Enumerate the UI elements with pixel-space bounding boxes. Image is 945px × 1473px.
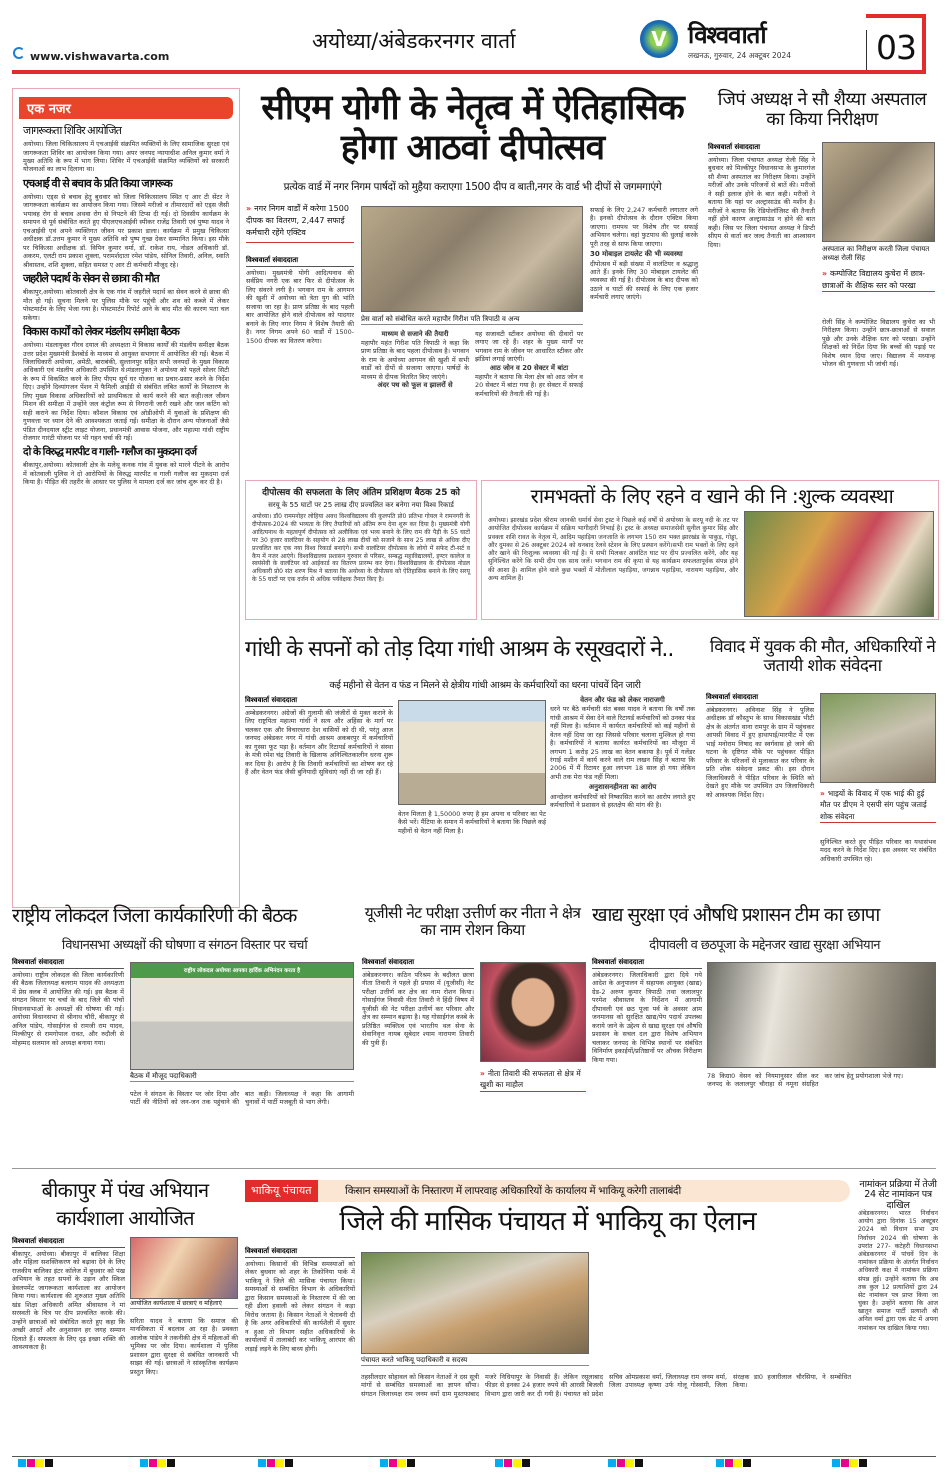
- bikapur-photo-caption: आयोजित कार्यशाला में छात्राएं व महिलाएं: [130, 1300, 238, 1309]
- gandhi-col-3: वेतन और फंड को लेकर नाराजगी धरने पर बैठे कर्मचारी संत बक्स यादव ने बताया कि वर्षों तक गांधी आश्रम में सेवा देने वाले रिटायर्ड कर्मचारियों को उनका फंड नहीं मिला है। वर्तमान में कार्यरत कर्मचारियों को कई महीनों से वेतन नहीं दिया जा रहा जिससे परिवार चलाना मुश्किल हो गया है। कर्मचारियों ने बताया कार्यरत कर्मचारियों का मौजूदा में लगभग 1 करोड़ 25 लाख का वेतन बकाया है। पूर्व में गलेंडर रंगाई मशीन में कार्य करने वाले राम लखन सिंह ने बताया कि 2006 में मैं रिटायर हुआ लगभग 18 साल हो गया लेकिन अभी तक मेरा फंड नहीं मिला। अनुशासनहीनता का आरोप आन्दोलन कर्मचारियों को निष्कासित करने का आरोप लगाते हुए कर्मचारियों ने प्रशासन से हस्तक्षेप की मांग की है।: [550, 696, 695, 809]
- lead-col-4: सफाई के लिए 2,247 कर्मचारी लगातार लगे है। इनको दीपोत्सव के दौरान एक्टिव किया जाएगा। रामपथ पर विशेष तौर पर सफाई अभियान चलेगा। वहां फुटपाथ की धुलाई करके पूरी तरह से साफ किया जाएगा। 30 मोबाइल टायलेट की भी व्यवस्था दीपोत्सव में बड़ी संख्या में वालंटियर व श्रद्धालु आते हैं। इनके लिए 30 मोबाइल टायलेट की व्यवस्था की गई है। दीपोत्सव के बाद दीपक को उठाने व घाटों की सफाई के लिए एक हजार कर्मचारी लगाए जाएंगे।: [590, 206, 698, 302]
- lokdal-subhead: विधानसभा अध्यक्षों की घोषणा व संगठन विस्तार पर चर्चा: [61, 938, 308, 953]
- website-url: www.vishwavarta.com: [30, 50, 170, 63]
- bikapur-col-1: विश्ववार्ता संवाददाता बीकापुर, अयोध्या। बीकापुर में बालिका शिक्षा और महिला सशक्तिकरण को बढ़ावा देने के लिए राजकीय बालिका इंटर कॉलेज में बुधवार को पंख अभियान के तहत सपनों के उड़ान और स्किल डेवलपमेंट जागरूकता कार्यशाला का आयोजन किया गया। कार्यशाला की शुरुआत मुख्य अतिथि खंड शिक्षा अधिकारी अमित श्रीवास्तव ने मां सरस्वती के चित्र पर दीप प्रज्वलित करके की। उन्होंने छात्राओं को संबोधित करते हुए कहा कि अच्छी आदतें और अनुशासन हर जगह सम्मान दिलाते हैं। सफलता के लिए दृढ़ इच्छा शक्ति की आवश्यकता है।: [12, 1237, 125, 1351]
- hospital-photo-caption: अस्पताल का निरीक्षण करती जिला पंचायत अध्यक्ष रोली सिंह: [822, 245, 930, 263]
- header-rule: [12, 70, 926, 74]
- vivad-pull-quote: » भाइयों के विवाद में एक भाई की हुई मौत पर डीएम ने एसपी संग पहुंच जताई शोक संवेदना: [820, 788, 936, 823]
- color-registration-marks: [832, 1459, 867, 1467]
- neeta-headline: यूजीसी नेट परीक्षा उत्तीर्ण कर नीता ने क्षेत्र का नाम रोशन किया: [364, 904, 581, 940]
- gandhi-col-2: वेतन मिलता है 1,50000 रुपए है हम अपना व परिवार का पेट कैसे भरें। मैंटिया के समान में कर्मचारियों ने बताया कि पिछले कई महीनों से वेतन नहीं मिला है।: [398, 810, 546, 835]
- page-number-box: [866, 14, 926, 72]
- lead-col-1: विश्ववार्ता संवाददाता अयोध्या। मुख्यमंत्री योगी आदित्यनाथ की सर्वप्रिय नगरी एक बार फिर से दीपोत्सव के लिए संवरने लगी है। भगवान राम के आगमन की खुशी में अयोध्या को त्रेता युग की भांति सजाया जा रहा है। प्राण प्रतिष्ठा के बाद पहली बार आयोजित होने वाले दीपोत्सव को यादगार बनाने के लिए नगर निगम ने विशेष तैयारी की है। नगर निगम अपने 60 वार्डों में 1500-1500 दीपक का वितरण करेगा।: [246, 256, 354, 345]
- dateline: लखनऊ, गुरुवार, 24 अक्टूबर 2024: [688, 51, 792, 60]
- lokdal-photo-caption: बैठक में मौजूद पदाधिकारी: [130, 1072, 354, 1082]
- lokdal-col-2: पटेल ने संगठन के विस्तार पर जोर दिया और पार्टी की नीतियों को जन-जन तक पहुंचाने की बात कही। जिलाध्यक्ष ने कहा कि आगामी चुनावों में पार्टी मजबूती से भाग लेगी।: [130, 1090, 354, 1107]
- food-subhead: दीपावली व छठपूजा के मद्देनजर खाद्य सुरक्षा अभियान: [649, 938, 880, 953]
- ek-nazar-box: [12, 88, 240, 908]
- item-title: दो के विरुद्ध मारपीट व गाली- गलौज का मुकदमा दर्ज: [23, 445, 197, 458]
- chevron-icon: »: [246, 204, 252, 213]
- press-conference-photo: [361, 206, 583, 312]
- food-headline: खाद्य सुरक्षा एवं औषधि प्रशासन टीम का छापा: [592, 904, 880, 926]
- item-title: विकास कार्यों को लेकर मंडलीय समीक्षा बैठक: [23, 324, 179, 338]
- ek-nazar-item: दो के विरुद्ध मारपीट व गाली- गलौज का मुकदमा दर्ज बीकापुर,अयोध्या। कोतवाली क्षेत्र के मलेथू कनक गांव में युवक को मारने पीटने के आरोप में कोतवाली पुलिस ने दो आरोपियों के विरुद्ध मारपीट व गाली गलौज का मुकदमा दर्ज किया है। पीड़ित की तहरीर के आधार पर पुलिस ने मामला दर्ज कर जांच शुरू कर दी है।: [23, 445, 229, 486]
- item-title: जागरूकता शिविर आयोजित: [23, 124, 121, 137]
- chevron-icon: »: [480, 1069, 485, 1078]
- rambhakt-box: [481, 480, 939, 620]
- browser-icon: [13, 47, 25, 59]
- brand-name: विश्ववार्ता: [688, 21, 766, 49]
- lokdal-headline: राष्ट्रीय लोकदल जिला कार्यकारिणी की बैठक: [12, 904, 297, 927]
- page-number: 03: [876, 28, 916, 67]
- bku-panchayat-photo: [361, 1252, 589, 1354]
- training-subhead: सरयू के 55 घाटों पर 25 लाख दीए प्रज्वलित कर बनेगा नया विश्व रिकार्ड: [268, 501, 454, 509]
- gandhi-subhead: कई महीनो से वेतन व फंड न मिलने से क्षेत्रीय गांधी आश्रम के कर्मचारियों का धरना पांचवें दिन जारी: [329, 680, 641, 691]
- section-title: अयोध्या/अंबेडकरनगर वार्ता: [312, 29, 516, 53]
- color-registration-marks: [380, 1459, 415, 1467]
- ek-nazar-item: एचआई वी से बचाव के प्रति किया जागरूक अयोध्या। एड्स से बचाव हेतु बुधवार को जिला चिकित्सालय स्थित ए आर टी सेंटर ने जागरूकता कार्यक्रम का आयोजन किया गया। जिसमे मरीजो व तीमारदारों को एड्स जैसी भयावह रोग से बचाव अथवा रोग से निपटने की टिप्स दी गई। दो दिवसीय कार्यक्रम के समापन से पूर्व संबोधित करते हुए पीएलएचआईवी स्पीकर राजेंद्र तिवारी एवं पुष्पा यादव ने एचआईवी एवं अपने व्यक्तिगत जीवन पर प्रकाश डाला। कार्यक्रम में प्रमुख चिकित्सा अधीक्षक डॉ.उत्तम कुमार ने मुख्य अतिथि को पुष्प गुच्छ देकर सम्मानित किया। इस मौके पर चिकित्सा अधीक्षक डॉ. विपिन कुमार वर्मा, डॉ. राकेश राय, नोडल अधिकारी डॉ. अकरम, एलटी राम प्रकाश शुक्ला, परामर्शदाता रमेश पांडेय, सोनिल तिवारी, अनिल, स्वाति श्रीवास्तव, शशि शुक्ला, सहित समस्त ए आर टी कर्मचारी मौजूद रहे।: [23, 176, 229, 269]
- bku-kicker-bar: [245, 1180, 850, 1202]
- gandhi-col-1: विश्ववार्ता संवाददाता अम्बेडकरनगर। अंग्रेजों की गुलामी की जंजीरों से मुक्त कराने के लिए राष्ट्रपिता महात्मा गांधी ने सत्य और अहिंसा के मार्ग पर चलकर एक और विचारधारा देश वासियों को दी थी, परंतु आज जनपद अंबेडकर नगर में गांधी आश्रम अकबरपुर में कर्मचारियों का गुस्सा फूट पड़ा है। वर्तमान और रिटायर्ड कर्मचारियों ने संस्था के मंत्री रमेश चंद्र तिवारी के खिलाफ अनिश्चितकालीन धरना शुरू कर दिया है। आरोप है कि तिवारी कर्मचारियों का शोषण कर रहे हैं और वेतन फंड जैसी बुनियादी सुविधाएं नहीं दी जा रही हैं।: [245, 696, 393, 777]
- vivad-photo: [820, 693, 936, 783]
- vivad-col-2: सुनिश्चित करते हुए पीड़ित परिवार का यथासंभव मदद करने के निर्देश दिए। इस अवसर पर संबंधित अधिकारी उपस्थित रहे।: [820, 838, 936, 863]
- vivad-col-1: विश्ववार्ता संवाददाता अंबेडकरनगर। अविनाश सिंह ने पुलिस अधीक्षक डॉ कौस्तुभ के साथ विकासखंड भीटी क्षेत्र के अंतर्गत थाना रामपुर के ग्राम में पहुंचकर आपसी विवाद में हुए हाथापाई/मारपीट में एक भाई मनोराम निषाद का स्वर्गवास हो जाने की घटना के दृष्टिगत मौके पर पहुंचकर पीड़ित परिवार के परिजनों से मुलाकात कर परिवार के प्रति शोक संवेदना प्रकट की। इस दौरान जिलाधिकारी ने पीड़ित परिवार के स्थिति को देखते हुए मौके पर उपस्थित उप जिलाधिकारी को आवश्यक निर्देश दिए।: [706, 693, 814, 799]
- chevron-icon: »: [822, 269, 828, 278]
- rambhakt-photo: [744, 511, 934, 617]
- bku-col-2: तहसीलदार सोहावल को किसान नेताओं ने दस सूत्री मांगों से सम्बंधित समस्याओं का ज्ञापन सौंपा। संगठन जिलाध्यक्ष राम जनम वर्मा ग्राम मुस्तफाबाद मजरे निधियापुर के निवासी हैं। लेकिन रसूलाबाद फीडर से इनका 24 हजार रुपये की आरसी बिजली विभाग द्वारा जारी कर दी गयी है। पंचायत को प्रदेश सचिव ओमप्रकाश वर्मा, जिलाध्यक्ष राम जनम वर्मा, जिला उपाध्यक्ष कृष्णा उर्फ गोलू गोस्वामी, जिला संरक्षक डा0 हजारीलाल चौरसिया, ने सम्बोधित किया।: [361, 1373, 851, 1398]
- color-registration-marks: [495, 1459, 530, 1467]
- lokdal-col-1: विश्ववार्ता संवाददाता अयोध्या। राष्ट्रीय लोकदल की जिला कार्यकारिणी की बैठक जिलाध्यक्ष बलराम यादव की अध्यक्षता में प्रेस क्लब में आयोजित की गई। इस बैठक में संगठन विस्तार पर चर्चा के बाद जिले की पांचों विधानसभाओं के अध्यक्षों की घोषणा की गई। अयोध्या विधानसभा से श्रीनाथ चौरी, बीकापुर से अनिल पांडेय, गोसाईगंज से रामजी राम यादव, मिल्कीपुर से रामगोपाल रावत, और रुदौली से मोहम्मद सलमान को अध्यक्ष बनाया गया।: [12, 958, 124, 1047]
- ek-nazar-item: जागरूकता शिविर आयोजित अयोध्या। जिला चिकित्सालय में एचआईवी संक्रमित व्यक्तियों के लिए सामाजिक सुरक्षा एवं जागरूकता शिविर का आयोजन किया गया। अपर जनपद न्यायाधीश अनिल कुमार वर्मा ने मुख्य अतिथि के रूप में भाग लिया। शिविर में एचआईवी संक्रमित व्यक्तियों को सरकारी योजनाओं का लाभ दिलाना था।: [23, 124, 229, 174]
- rambhakt-body: अयोध्या। झारखंड प्रदेश श्रीराम जानकी धर्मार्थ सेवा ट्रस्ट ने पिछले कई वर्षों से अयोध्या के सरयू नदी के तट पर आयोजित दीपोत्सव कार्यक्रम में सक्रिय भागीदारी निभाई है। ट्रस्ट के अध्यक्ष समाजसेवी सुनील कुमार सिंह और प्रवक्ता शशि रावत के नेतृत्व में, आदिम पहाड़िया जनजाति के लगभग 150 राम भक्त झारखंड के पाकुड़, गोड्डा, और दुमका से 26 अक्टूबर 2024 को धनबाद रेलवे स्टेशन के लिए प्रस्थान करेंगे।सभी राम भक्तों के लिए रहने और खाने की निःशुल्क व्यवस्था की गई है। ये सभी मिलकर आवंटित घाट पर दीप प्रज्वलित करेंगे, और यह सुनिश्चित करेंगे कि सभी दीप एक साथ जलें। भगवान राम की कृपा से यह कार्यक्रम सफलतापूर्वक संपन्न होने की आशा है। शामिल होने वाले कुछ भक्तों में मोतीलाल पहाड़िया, जगन्नाथ पहाड़िया, नारायण पहाड़िया, और अन्य शामिल हैं।: [488, 517, 738, 583]
- ek-nazar-label: एक नजर: [19, 97, 233, 119]
- bku-tag: भाकियू पंचायत: [245, 1180, 318, 1202]
- ek-nazar-item: जहरीले पदार्थ के सेवन से छात्रा की मौत बीकापुर,अयोध्या। कोतवाली क्षेत्र के एक गांव में जहरीले पदार्थ का सेवन करने से छात्रा की मौत हो गई। सूचना मिलने पर पुलिस मौके पर पहुंची और शव को कब्जे में लेकर पोस्टमार्टम के लिए भेजा गया है। पोस्टमार्टम रिपोर्ट आने के बाद मौत की कारण पता चल सकेगा।: [23, 272, 229, 322]
- rambhakt-headline: रामभक्तों के लिए रहने व खाने की नि :शुल्क व्यवस्था: [530, 484, 894, 508]
- hospital-col-2: रोली सिंह ने कम्पोजिट विद्यालय कुचेरा का भी निरीक्षण किया। उन्होंने छात्र-छात्राओं से सवाल पूछे और उनके शैक्षिक स्तर को परखा। उन्होंने शिक्षकों को निर्देश दिया कि बच्चों की पढ़ाई पर विशेष ध्यान दिया जाए। विद्यालय में मध्यान्ह भोजन की गुणवत्ता भी जांची गई।: [822, 318, 935, 369]
- food-col-1: विश्ववार्ता संवाददाता अंबेडकरनगर। जिलाधिकारी द्वारा दिये गये आदेश के अनुपालन में सहायक आयुक्त (खाद्य) ग्रेड-2 अरुण कुमार त्रिपाठी तथा जलालपुर परमेश श्रीवास्तव के निर्देशन में आगामी दीपावली एवं छठ पूजा पर्व के अवसर आम जनमानस को सुरक्षित खाद्य/पेय पदार्थ उपलब्ध कराये जाने के उद्देश्य से खाद्य सुरक्षा एवं औषधि प्रशासन के सचल दल द्वारा विशेष अभियान चलाकर जनपद के विभिन्न स्थानों पर संबंधित विनिर्माण इकाईयों/प्रतिष्ठानों पर औचक निरीक्षण किया गया।: [592, 958, 702, 1064]
- bku-headline: जिले की मासिक पंचायत में भाकियू का ऐलान: [339, 1206, 756, 1237]
- lokdal-meeting-photo: [130, 962, 354, 1070]
- lead-subhead: प्रत्येक वार्ड में नगर निगम पार्षदों को मुहैया कराएगा 1500 दीप व बाती,नगर के वार्ड भी दीपों से जगमगाएंगे: [283, 181, 662, 193]
- lead-photo-caption: प्रेस वार्ता को संबोधित करते महापौर गिरीश पति त्रिपाठी व अन्य: [361, 315, 583, 325]
- bku-col-1: विश्ववार्ता संवाददाता अयोध्या। किसानों की विभिन्न समस्याओं को लेकर बुधवार को शहर के तिकोनिया पार्क में भाकियू ने जिले की मासिक पंचायत किया। समस्याओं से सम्बंधित विभाग के अधिकारियों द्वारा किसान समस्याओं के निस्तारण में की जा रही ढीला हवाली को लेकर संगठन ने कड़ा विरोध जताया है। किसान नेताओं ने चेतावनी दी है कि अगर अधिकारियों की कार्यशैली में सुधार न हुआ तो विभाग सहीत अधिकारियों के कार्यालयों में तालाबंदी कर भाकियू आरपार की लड़ाई लड़ने के लिए बाध्य होगी।: [245, 1247, 355, 1353]
- item-title: एचआई वी से बचाव के प्रति किया जागरूक: [23, 176, 172, 190]
- training-headline: दीपोत्सव की सफलता के लिए अंतिम प्रशिक्षण बैठक 25 को: [262, 488, 460, 498]
- hospital-col-1: विश्ववार्ता संवाददाता अयोध्या। जिला पंचायत अध्यक्ष रोली सिंह ने बुधवार को मिल्कीपुर विधानसभा के कुमारगंज सौ शैय्या अस्पताल का निरीक्षण किया। उन्होंने मरीजों और उनके परिजनों से बातें की। मरीजों ने सही इलाज होने के बात कही। मरीजों ने बताया कि यहां पर अल्ट्रासाउंड की मशीन है। मरीजों ने बताया कि रेडियोलॉजिस्ट की तैनाती नहीं होने कारण अल्ट्रासाउंड न होने की बात कही। जिस पर जिला पंचायत अध्यक्ष ने डिप्टी सीएम से वार्ता कर जल्द तैनाती का आश्वासन दिया।: [708, 143, 815, 249]
- bottom-rule: [12, 1456, 936, 1457]
- color-registration-marks: [18, 1459, 53, 1467]
- neeta-pull-quote: » नीता तिवारी की सफलता से क्षेत्र में खुशी का माहौल: [480, 1068, 586, 1092]
- bku-photo-caption: पंचायत करते भाकियू पदाधिकारी व सदस्य: [361, 1356, 589, 1366]
- lead-pull-quote: » नगर निगम वार्डों में करेगा 1500 दीपक का वितरण, 2,447 सफाई कर्मचारी रहेंगे एक्टिव: [246, 203, 354, 243]
- nomination-body: अंबेडकरनगर। भारत निर्वाचन आयोग द्वारा दिनांक 15 अक्टूबर 2024 को विधान सभा उप निर्वाचन 2024 की घोषणा के उपरांत 277- कटेहरी विधानसभा अंबेडकरनगर में पांचवें दिन के नामांकन प्रक्रिया के अंतर्गत निर्वाचन अधिकारी कक्ष में नामांकन प्रक्रिया संपन्न हुई। उन्होंने बताया कि अब तक कुल 12 प्रत्याशियों द्वारा 24 सेट नामांकन पत्र प्राप्त किया जा चुका है। उन्होंने बताया कि आज खातून समाज पार्टी प्रत्याशी श्री अनिल वर्मा द्वारा एक सेट में अपना नामांकन पत्र दाखिल किया गया।: [858, 1210, 938, 1332]
- bikapur-headline: बीकापुर में पंख अभियान कार्यशाला आयोजित: [41, 1178, 209, 1230]
- color-registration-marks: [716, 1459, 751, 1467]
- gandhi-ashram-photo: [398, 700, 546, 805]
- chevron-icon: »: [820, 789, 825, 798]
- bikapur-col-2: सरिता यादव ने बताया कि समाज की मानसिकता में बदलाव आ रहा है। प्रवक्ता आलोक पांडेय ने तकनीकी क्षेत्र में महिलाओं की भूमिका पर जोर दिया। कार्यशाला में पुलिस प्रशासन द्वारा सुरक्षा से संबंधित जानकारी भी साझा की गई। छात्राओं ने सांस्कृतिक कार्यक्रम प्रस्तुत किए।: [130, 1317, 238, 1376]
- training-box: दीपोत्सव की सफलता के लिए अंतिम प्रशिक्षण बैठक 25 को सरयू के 55 घाटों पर 25 लाख दीए प्रज्वलित कर बनेगा नया विश्व रिकार्ड अयोध्या। डॉ0 राममनोहर लोहिया अवध विश्वविद्यालय की कुलपति प्रो0 प्रतिभा गोयल ने रामनगरी के दीपोत्सव-2024 की भव्यता के लिए तैयारियों को अंतिम रूप देना शुरू कर दिया है। मुख्यमंत्री योगी आदित्यनाथ के महत्वपूर्ण दीपोत्सव को अलौकिक एवं भव्य बनाने के लिए राम की पैड़ी के 55 घाटों पर 30 हजार वालंटियर के सहयोग से 28 लाख दीयों को सजाने के साथ 25 लाख से अधिक दीए प्रज्वलित कर एक नया विश्व रिकार्ड बनाएंगे। सभी वालंटियर दीपोत्सव के लोगो में सफेद टी-सर्ट व कैप में नजर आएंगे। विश्वविद्यालय प्रशासन गुरुवार से परिसर, सम्बद्ध महाविद्यालयों, इण्टर कालेज व स्वयंसेवी के वालंटियर को आईकार्ड का वितरण प्रारम्भ कर देगा। विश्वविद्यालय के दीपोत्सव नोडल अधिकारी प्रो0 संत शरण मिश्र ने बताया कि अयोध्या के दीपोत्सव को ऐतिहासिक बनाने के लिए सरयू के 55 घाटों पर एक दर्जन से अधिक पर्यवेक्षक तैनात किए है।: [245, 480, 477, 620]
- gandhi-headline: गांधी के सपनों को तोड़ दिया गांधी आश्रम के रसूखदारों ने..: [245, 637, 674, 662]
- food-col-2: 78 किग्रा0 वेसन को नियमानुसार सील कर जनपद के जलालपुर चौराहा से नमूना संग्रहित कर जांच हेतु प्रयोगशाला भेजे गए।: [707, 1072, 904, 1089]
- lead-headline: सीएम योगी के नेतृत्व में ऐतिहासिक होगा आठवां दीपोत्सव: [261, 88, 684, 169]
- hospital-pull-quote: » कम्पोजिट विद्यालय कुचेरा में छात्र- छात्राओं के शैक्षिक स्तर को परखा: [822, 268, 935, 292]
- ek-nazar-item: विकास कार्यों को लेकर मंडलीय समीक्षा बैठक अयोध्या। मंडलायुक्त गौरव दयाल की अध्यक्षता मे विकास कार्यों की मंडलीय समीक्षा बैठक उत्तर प्रदेश मुख्यमंत्री डैशबोर्ड के माध्यम से आयुक्त सभागार में आयोजित की गई। बैठक में जिलाधिकारी अयोध्या, अमेठी, बाराबंकी, सुल्तानपुर सहित सभी जनपदों के मुख्य विकास अधिकारी एवं मंडलीय अधिकारी उपस्थित थे।मंडलायुक्त ने अयोध्या को पहले सोलर सिटी के रूप में विकसित करने के लिए पीएम सूर्य घर योजना का प्रचार-प्रसार करने के निर्देश दिए। उन्होंने दिव्यांगजन पेंशन में फैमिली आईडी से संबंधित लंबित कार्यों के निस्तारण के लिए मुख्य विकास अधिकारियों को प्राथमिकता से कार्य करने की बात कही।जल जीवन मिशन की समीक्षा में उन्होंने जल कंट्रोल रूम से निगरानी जारी रखने और जल कटिंग को सही कराने का निर्देश दिया। कौशल विकास एवं ओडीओपी में युवाओं के प्रशिक्षण की गुणवत्ता पर ध्यान देने की आवश्यकता जताई गई। समीक्षा के दौरान अन्य योजनाओं जैसे पंडित दीनदयाल स्ट्रीट लाइट योजना, प्रधानमंत्री आवास योजना, और महात्मा गांधी राष्ट्रीय रोजगार गारंटी योजना पर भी गहन चर्चा की गई।: [23, 324, 229, 443]
- neeta-col: विश्ववार्ता संवाददाता अंबेडकरनगर। कठिन परिश्रम के बदौलत छात्रा नीता तिवारी ने पहले ही प्रयास में (यूजीसी) नेट परीक्षा उत्तीर्ण कर क्षेत्र का नाम रोशन किया। गोसाईगंज निवासी नीता तिवारी ने हिंदी विषय में यूजीसी की नेट परीक्षा उत्तीर्ण कर परिवार और क्षेत्र का सम्मान बढ़ाया है। यह गोसाईगंज कस्बे के प्रतिष्ठित व्यक्तित्व एवं भारतीय थल सेना के सेवानिवृत्त नायब सूबेदार श्याम नारायण तिवारी की पुत्री हैं।: [362, 958, 475, 1047]
- masthead: [0, 0, 945, 74]
- item-title: जहरीले पदार्थ के सेवन से छात्रा की मौत: [23, 272, 159, 286]
- neeta-tiwari-photo: [480, 962, 586, 1062]
- color-registration-marks: [258, 1459, 293, 1467]
- hospital-headline: जिपं अध्यक्ष ने सौ शैय्या अस्पताल का किया निरीक्षण: [717, 89, 927, 130]
- hospital-inspection-photo: [822, 142, 935, 242]
- color-registration-marks: [140, 1459, 175, 1467]
- workshop-photo: [130, 1237, 238, 1299]
- lokdal-banner-text: राष्ट्रीय लोकदल अयोध्या आपका हार्दिक अभिनंदन करता है: [183, 968, 301, 974]
- bku-kicker: किसान समस्याओं के निस्तारण में लापरवाह अधिकारियों के कार्यालय में भाकियू करेगी तालाबंदी: [345, 1185, 681, 1197]
- lead-col-2: माध्यम से सजाने की तैयारी महापौर महंत गिरीश पति त्रिपाठी ने कहा कि प्राण प्रतिष्ठा के बाद पहला दीपोत्सव है। भगवान के राम के अयोध्या आगमन की खुशी में सभी वार्डों को दीपों से सजाया जाएगा। पार्षदों के माध्यम से दीपक वितरित किए जाएंगे। अंदर पथ को फूल व झालरों से: [361, 330, 469, 390]
- lead-col-3: यह सजावटी स्टीकर अयोध्या की दीवारों पर लगाए जा रहे हैं। शहर के मुख्य मार्गों पर भगवान राम के जीवन पर आधारित स्टीकर और झंडियां लगाई जाएंगी। आठ जोन व 20 सेक्टर में बांटा महापौर ने बताया कि मेला क्षेत्र को आठ जोन व 20 सेक्टर में बांटा गया है। हर सेक्टर में सफाई कर्मचारियों की तैनाती की गई है।: [475, 330, 583, 398]
- vivad-headline: विवाद में युवक की मौत, अधिकारियों ने जतायी शोक संवेदना: [709, 637, 936, 676]
- food-raid-photo: [707, 962, 936, 1068]
- nomination-headline: नामांकन प्रक्रिया में तेजी 24 सेट नामांकन पत्र दाखिल: [859, 1179, 937, 1211]
- brand-logo-icon: V: [640, 20, 678, 58]
- color-registration-marks: [608, 1459, 643, 1467]
- divider: [12, 1168, 936, 1169]
